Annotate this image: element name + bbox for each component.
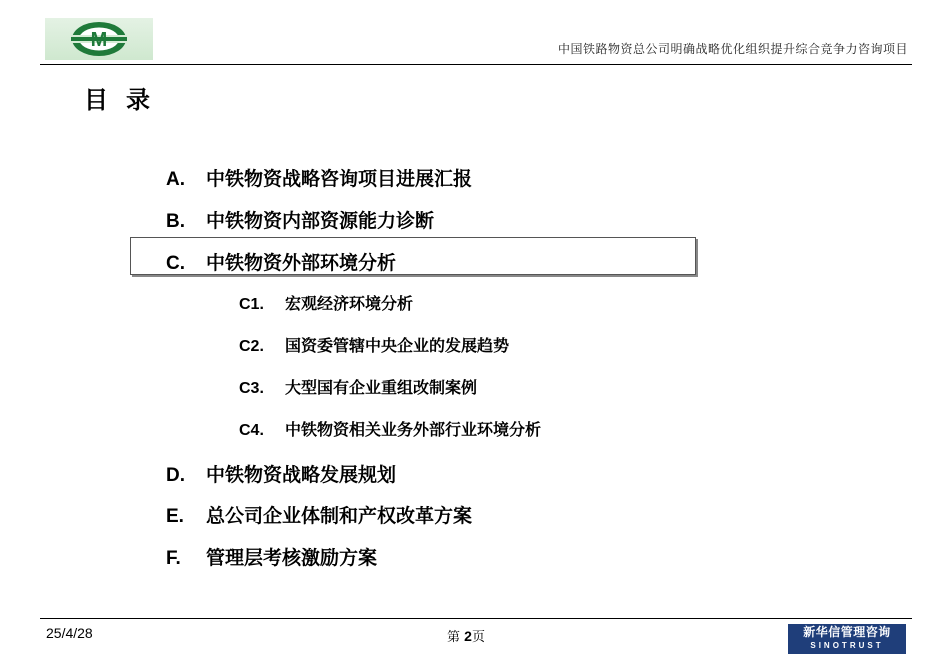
toc-item-f[interactable]: [166, 543, 377, 570]
toc-item-c3[interactable]: [239, 375, 477, 398]
page-prefix: 第: [447, 630, 461, 645]
toc-letter: A.: [166, 169, 185, 190]
toc-letter: C1.: [239, 296, 264, 313]
page-number: [447, 626, 485, 645]
footer-divider: [40, 618, 912, 619]
toc-item-d[interactable]: [166, 460, 396, 487]
toc-item-a[interactable]: [166, 164, 472, 191]
toc-text: 国资委管辖中央企业的发展趋势: [285, 336, 510, 355]
toc-letter: C4.: [239, 422, 264, 439]
page-suffix: 页: [471, 630, 485, 645]
toc-letter: C.: [166, 253, 185, 274]
page-title: 目录: [84, 85, 168, 114]
toc-item-c[interactable]: [166, 248, 396, 275]
toc-letter: E.: [166, 506, 184, 527]
toc-item-c2[interactable]: [239, 333, 509, 356]
toc-text: 中铁物资战略发展规划: [206, 464, 397, 486]
toc-text: 总公司企业体制和产权改革方案: [206, 505, 473, 527]
toc-text: 管理层考核激励方案: [206, 547, 378, 569]
header-divider: [40, 64, 912, 65]
logo-emblem-icon: [45, 18, 153, 60]
toc-text: 中铁物资外部环境分析: [206, 252, 397, 274]
toc-item-c4[interactable]: [239, 417, 541, 440]
toc-text: 中铁物资相关业务外部行业环境分析: [285, 420, 542, 439]
company-logo: [45, 18, 153, 60]
brand-name-en: SINOTRUST: [810, 641, 884, 650]
toc-letter: D.: [166, 465, 185, 486]
toc-text: 大型国有企业重组改制案例: [285, 378, 478, 397]
toc-text: 中铁物资内部资源能力诊断: [206, 210, 435, 232]
toc-text: 中铁物资战略咨询项目进展汇报: [206, 168, 473, 190]
brand-logo: [788, 624, 906, 654]
toc-letter: C2.: [239, 338, 264, 355]
logo-letter: M: [90, 29, 108, 51]
toc-letter: C3.: [239, 380, 264, 397]
toc-item-e[interactable]: [166, 501, 472, 528]
page-number-value: 2: [464, 628, 472, 644]
toc-letter: F.: [166, 548, 181, 569]
toc-item-c1[interactable]: [239, 291, 413, 314]
project-title: 中国铁路物资总公司明确战略优化组织提升综合竞争力咨询项目: [557, 42, 908, 56]
toc-text: 宏观经济环境分析: [285, 294, 414, 313]
brand-name-cn: 新华信管理咨询: [803, 625, 891, 639]
toc-letter: B.: [166, 211, 185, 232]
toc-item-b[interactable]: [166, 206, 434, 233]
footer-date: 25/4/28: [46, 625, 93, 641]
